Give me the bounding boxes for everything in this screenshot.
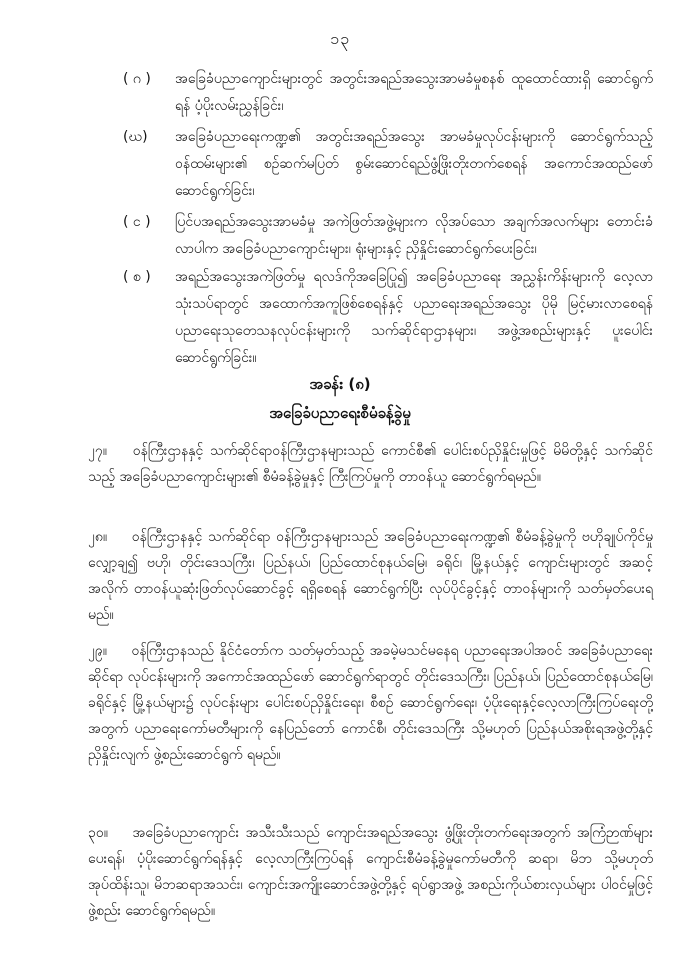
paragraph-27: [88, 438, 653, 490]
paragraph-text: ဝန်ကြီးဌာနသည် နိုင်ငံတော်က သတ်မှတ်သည့် အခမဲ့မသင်မနေရ ပညာရေးအပါအဝင် အခြေခံပညာရေးဆိုင်ရာ လုပ်ငန်းများကို အကောင်အထည်ဖော် ဆောင်ရွက်ရာတွင် တိုင်းဒေသကြီး၊ ပြည်နယ်၊ ပြည်ထောင်စုနယ်မြေ၊ ခရိုင်နှင့် မြို့နယ်များ၌ လုပ်ငန်းများ ပေါင်းစပ်ညှိနှိုင်းရေး၊ စီစဉ် ဆောင်ရွက်ရေး၊ ပံ့ပိုးရေးနှင့်လေ့လာကြီးကြပ်ရေးတို့အတွက် ပညာရေးကော်မတီများကို နေပြည်တော် ကောင်စီ၊ တိုင်းဒေသကြီး သို့မဟုတ် ပြည်နယ်အစိုးရအဖွဲ့တို့နှင့် ညှိနှိုင်းလျက် ဖွဲ့စည်းဆောင်ရွက် ရမည်။: [88, 643, 653, 763]
sub-item-text: အရည်အသွေးအကဲဖြတ်မှု ရလဒ်ကိုအခြေပြု၍ အခြေခံပညာရေး အညွှန်းကိန်းများကို လေ့လာသုံးသပ်ရာတွင် အထောက်အကူဖြစ်စေရန်နှင့် ပညာရေးအရည်အသွေး ပိုမို မြင့်မားလာစေရန် ပညာရေးသုတေသနလုပ်ငန်းများကို သက်ဆိုင်ရာဌာနများ၊ အဖွဲ့အစည်းများနှင့် ပူးပေါင်းဆောင်ရွက်ခြင်း။: [175, 269, 653, 366]
paragraph-30: [88, 820, 653, 924]
chapter-label: အခန်း (၈): [309, 375, 371, 393]
sub-item-text: အခြေခံပညာကျောင်းများတွင် အတွင်းအရည်အသွေးအာမခံမှုစနစ် ထူထောင်ထားရှိ ဆောင်ရွက်ရန် ပံ့ပိုးလမ်းညွှန်ခြင်း၊: [175, 71, 653, 114]
paragraph-29: [88, 638, 653, 768]
paragraph-text: ဝန်ကြီးဌာနနှင့် သက်ဆိုင်ရာဝန်ကြီးဌာနများသည် ကောင်စီ၏ ပေါင်းစပ်ညှိနှိုင်းမှုဖြင့် မိမိတို့နှင့် သက်ဆိုင်သည့် အခြေခံပညာကျောင်းများ၏ စီမံခန့်ခွဲမှုနှင့် ကြီးကြပ်မှုကို တာဝန်ယူ ဆောင်ရွက်ရမည်။: [88, 443, 653, 485]
sub-item-marker: ( င ): [123, 214, 151, 230]
paragraph-text: အခြေခံပညာကျောင်း အသီးသီးသည် ကျောင်းအရည်အသွေး ဖွံ့ဖြိုးတိုးတက်ရေးအတွက် အကြံဉာဏ်များပေးရန်၊ ပံ့ပိုးဆောင်ရွက်ရန်နှင့် လေ့လာကြီးကြပ်ရန် ကျောင်းစီမံခန့်ခွဲမှုကော်မတီကို ဆရာ၊ မိဘ သို့မဟုတ် အုပ်ထိန်းသူ၊ မိဘဆရာအသင်း၊ ကျောင်းအကျိုးဆောင်အဖွဲ့တို့နှင့် ရပ်ရွာအဖွဲ့ အစည်းကိုယ်စားလှယ်များ ပါဝင်မှုဖြင့် ဖွဲ့စည်း ဆောင်ရွက်ရမည်။: [88, 825, 653, 919]
paragraph-number: ၃၀။: [88, 825, 108, 841]
paragraph-number: ၂၈။: [88, 529, 108, 545]
paragraph-number: ၂၇။: [88, 443, 107, 459]
sub-item-text: ပြင်ပအရည်အသွေးအာမခံမှု အကဲဖြတ်အဖွဲ့များက လိုအပ်သော အချက်အလက်များ တောင်းခံလာပါက အခြေခံပညာကျောင်းများ၊ ရုံးများနှင့် ညှိနှိုင်းဆောင်ရွက်ပေးခြင်း၊: [175, 214, 653, 257]
paragraph-number: ၂၉။: [88, 643, 107, 659]
page-number: ၁၃: [330, 29, 350, 48]
paragraph-28: [88, 524, 653, 628]
paragraph-text: ဝန်ကြီးဌာနနှင့် သက်ဆိုင်ရာ ဝန်ကြီးဌာနများသည် အခြေခံပညာရေးကဏ္ဍ၏ စီမံခန့်ခွဲမှုကို ဗဟိုချုပ်ကိုင်မှုလျှော့ချ၍ ဗဟို၊ တိုင်းဒေသကြီး၊ ပြည်နယ်၊ ပြည်ထောင်စုနယ်မြေ၊ ခရိုင်၊ မြို့နယ်နှင့် ကျောင်းများတွင် အဆင့်အလိုက် တာဝန်ယူဆုံးဖြတ်လုပ်ဆောင်ခွင့် ရရှိစေရန် ဆောင်ရွက်ပြီး လုပ်ပိုင်ခွင့်နှင့် တာဝန်များကို သတ်မှတ်ပေးရမည်။: [88, 529, 653, 623]
sub-item-marker: ( ဂ ): [123, 71, 151, 87]
chapter-title: အခြေခံပညာရေးစီမံခန့်ခွဲမှု: [269, 404, 411, 422]
sub-item-marker: ( စ ): [123, 269, 151, 285]
sub-item-text: အခြေခံပညာရေးကဏ္ဍ၏ အတွင်းအရည်အသွေး အာမခံမှုလုပ်ငန်းများကို ဆောင်ရွက်သည့် ဝန်ထမ်းများ၏ စဉ်ဆက်မပြတ် စွမ်းဆောင်ရည်ဖွံ့ဖြိုးတိုးတက်စေရန် အကောင်အထည်ဖော် ဆောင်ရွက်ခြင်း၊: [175, 129, 653, 199]
sub-item-marker: (ဃ): [123, 129, 148, 145]
